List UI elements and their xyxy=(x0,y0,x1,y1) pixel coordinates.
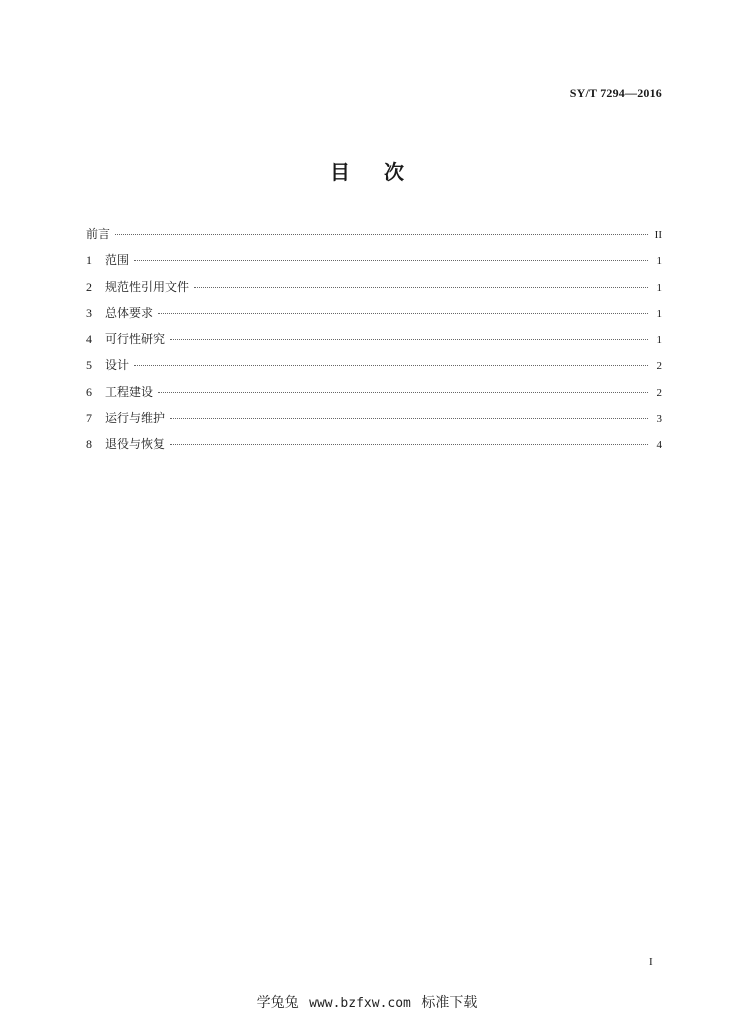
toc-entry-label: 范围 xyxy=(105,253,130,268)
toc-leader-dots xyxy=(194,287,648,288)
toc-entry-number: 3 xyxy=(86,305,92,320)
toc-entry-label: 设计 xyxy=(105,358,130,373)
toc-entry-construction[interactable] xyxy=(86,382,662,408)
page-number: I xyxy=(649,956,653,968)
toc-entry-scope[interactable] xyxy=(86,250,662,276)
watermark xyxy=(0,992,734,1012)
toc-entry-number: 5 xyxy=(86,358,92,373)
watermark-url[interactable]: www.bzfxw.com xyxy=(309,996,411,1011)
toc-leader-dots xyxy=(158,313,648,314)
toc-entry-page: 1 xyxy=(656,334,662,347)
toc-leader-dots xyxy=(170,339,648,340)
toc-entry-page: II xyxy=(654,229,662,241)
toc-entry-number: 8 xyxy=(86,437,92,452)
toc-entry-page: 2 xyxy=(656,360,662,373)
toc-entry-preface[interactable] xyxy=(86,224,662,250)
toc-leader-dots xyxy=(170,418,648,419)
page-title: 目次 xyxy=(330,160,438,184)
watermark-suffix: 标准下载 xyxy=(421,995,478,1011)
toc-entry-label: 总体要求 xyxy=(105,305,154,320)
toc-entry-number: 6 xyxy=(86,384,92,399)
toc-entry-label: 规范性引用文件 xyxy=(105,279,190,294)
toc-leader-dots xyxy=(134,365,648,366)
toc-entry-page: 1 xyxy=(656,281,662,294)
toc-entry-page: 3 xyxy=(656,413,662,426)
toc-leader-dots xyxy=(115,234,648,235)
toc-entry-design[interactable] xyxy=(86,355,662,381)
toc-entry-decommissioning-restoration[interactable] xyxy=(86,434,662,460)
toc-leader-dots xyxy=(158,392,648,393)
toc-entry-label: 可行性研究 xyxy=(105,332,166,347)
toc-entry-general-requirements[interactable] xyxy=(86,303,662,329)
toc-entry-label: 工程建设 xyxy=(105,384,154,399)
toc-entry-number: 7 xyxy=(86,411,92,426)
toc-entry-page: 1 xyxy=(656,255,662,268)
toc-entry-page: 4 xyxy=(656,439,662,452)
toc-entry-page: 2 xyxy=(656,386,662,399)
toc-entry-number: 1 xyxy=(86,253,92,268)
toc-entry-number: 4 xyxy=(86,332,92,347)
watermark-brand: 学兔兔 xyxy=(256,995,299,1011)
toc-entry-feasibility-study[interactable] xyxy=(86,329,662,355)
toc-leader-dots xyxy=(134,260,648,261)
toc-entry-operation-maintenance[interactable] xyxy=(86,408,662,434)
toc-entry-label: 前言 xyxy=(86,227,111,241)
toc-entry-normative-references[interactable] xyxy=(86,277,662,303)
toc-entry-page: 1 xyxy=(656,307,662,320)
toc-entry-label: 运行与维护 xyxy=(105,411,166,426)
standard-code: SY/T 7294—2016 xyxy=(569,86,662,100)
toc-entry-number: 2 xyxy=(86,279,92,294)
toc-leader-dots xyxy=(170,444,648,445)
toc-entry-label: 退役与恢复 xyxy=(105,437,166,452)
table-of-contents xyxy=(86,224,662,461)
